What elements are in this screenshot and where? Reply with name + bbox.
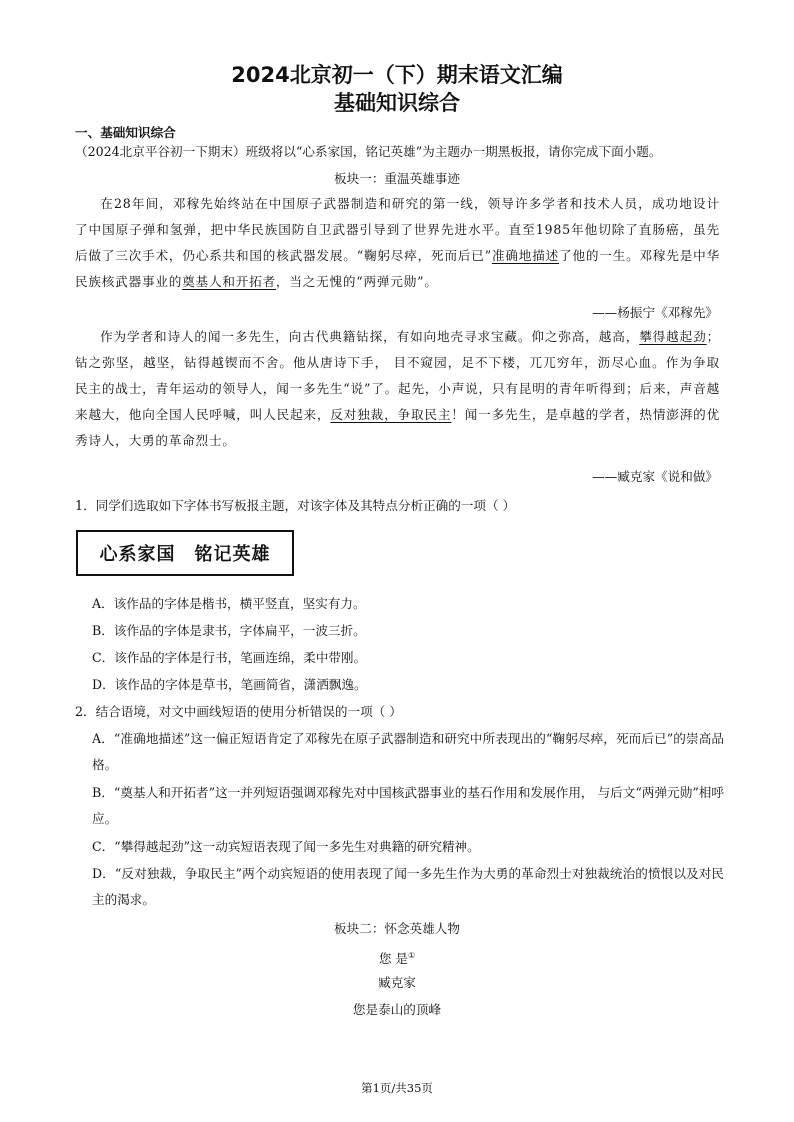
page-title: 2024北京初一（下）期末语文汇编 — [231, 63, 563, 87]
passage-deng-jiaxian — [75, 191, 720, 295]
q2-option-d: D．“反对独裁，争取民主”两个动宾短语的使用表现了闻一多先生作为大勇的革命烈士对独裁统治的愤恨以及对民主的渴求。 — [92, 866, 724, 907]
q1-option-c: C．该作品的字体是行书，笔画连绵，柔中带刚。 — [92, 650, 367, 665]
page-footer: 第1页/共35页 — [361, 1081, 433, 1095]
intro-text: （2024北京平谷初一下期末）班级将以“心系家国，铭记英雄”为主题办一期黑板报，请你完成下面小题。 — [75, 144, 662, 159]
passage-wen-yiduo — [75, 324, 720, 454]
poem-footnote-mark: ① — [408, 951, 416, 960]
q2-option-a: A．“准确地描述”这一偏正短语肯定了邓稼先在原子武器制造和研究中所表现出的“鞠躬尽瘁，死而后已”的崇高品格。 — [92, 731, 724, 772]
poem-title — [0, 947, 794, 968]
q2-option-c: C．“攀得越起劲”这一动宾短语表现了闻一多先生对典籍的研究精神。 — [92, 839, 480, 854]
question-1-stem: 1．同学们选取如下字体书写板报主题，对该字体及其特点分析正确的一项（ ） — [75, 498, 516, 513]
passage2-text-c: ！闻一多先生，是卓越的学者，热情澎湃的优秀诗人，大勇的革命烈士。 — [75, 407, 721, 448]
q1-option-a: A．该作品的字体是楷书，横平竖直，坚实有力。 — [92, 596, 366, 611]
block1-heading: 板块一：重温英雄事迹 — [334, 171, 460, 186]
poem-title-text: 您 是 — [378, 951, 409, 967]
passage2-text-b: ；钻之弥坚，越坚，钻得越锲而不舍。他从唐诗下手， 目不窥园，足不下楼，兀兀穷年，沥尽心血。作为争取民主的战士，青年运动的领导人，闻一多先生“说”了。起先，小声说，只有昆明的青年听得到；后来，声音越来越大，他向全国人民呼喊，叫人民起来， — [75, 329, 720, 422]
q1-option-d: D．该作品的字体是草书，笔画简省，潇洒飘逸。 — [92, 677, 367, 692]
passage1-text-b: 了他的一生。邓稼先是中华民族核武器事业的 — [75, 248, 720, 289]
section-heading: 一、基础知识综合 — [75, 125, 176, 140]
passage1-text-c: ，当之无愧的“两弹元勋”。 — [275, 274, 438, 289]
question-2-stem: 2．结合语境，对文中画线短语的使用分析错误的一项（ ） — [75, 704, 402, 719]
source-deng-jiaxian: ——杨振宁《邓稼先》 — [592, 305, 718, 320]
underlined-phrase-3: 攀得越起劲 — [639, 329, 707, 344]
calligraphy-sample-box: 心系家国 铭记英雄 — [76, 530, 294, 576]
page-subtitle: 基础知识综合 — [334, 91, 460, 115]
passage2-text-a: 作为学者和诗人的闻一多先生，向古代典籍钻探，有如向地壳寻求宝藏。仰之弥高，越高， — [100, 329, 640, 344]
passage1-text-a: 在28年间，邓稼先始终站在中国原子武器制造和研究的第一线，领导许多学者和技术人员，成功地设计了中国原子弹和氢弹，把中华民族国防自卫武器引导到了世界先进水平。直至1985年他切除了直肠癌，虽先后做了三次手术，仍心系共和国的核武器发展。“鞠躬尽瘁，死而后已” — [75, 196, 720, 263]
block2-heading: 板块二：怀念英雄人物 — [334, 921, 460, 936]
underlined-phrase-1: 准确地描述 — [491, 248, 560, 263]
underlined-phrase-4: 反对独裁，争取民主 — [330, 407, 452, 422]
poem-line-1: 您是泰山的顶峰 — [352, 1002, 442, 1017]
underlined-phrase-2: 奠基人和开拓者 — [182, 274, 276, 289]
q1-option-b: B．该作品的字体是隶书，字体扁平，一波三折。 — [92, 623, 366, 638]
q2-option-b: B．“奠基人和开拓者”这一并列短语强调邓稼先对中国核武器事业的基石作用和发展作用， 与后文“两弹元勋”相呼应。 — [92, 785, 724, 826]
poem-author: 臧克家 — [378, 975, 416, 990]
source-wen-yiduo: ——臧克家《说和做》 — [592, 469, 718, 484]
